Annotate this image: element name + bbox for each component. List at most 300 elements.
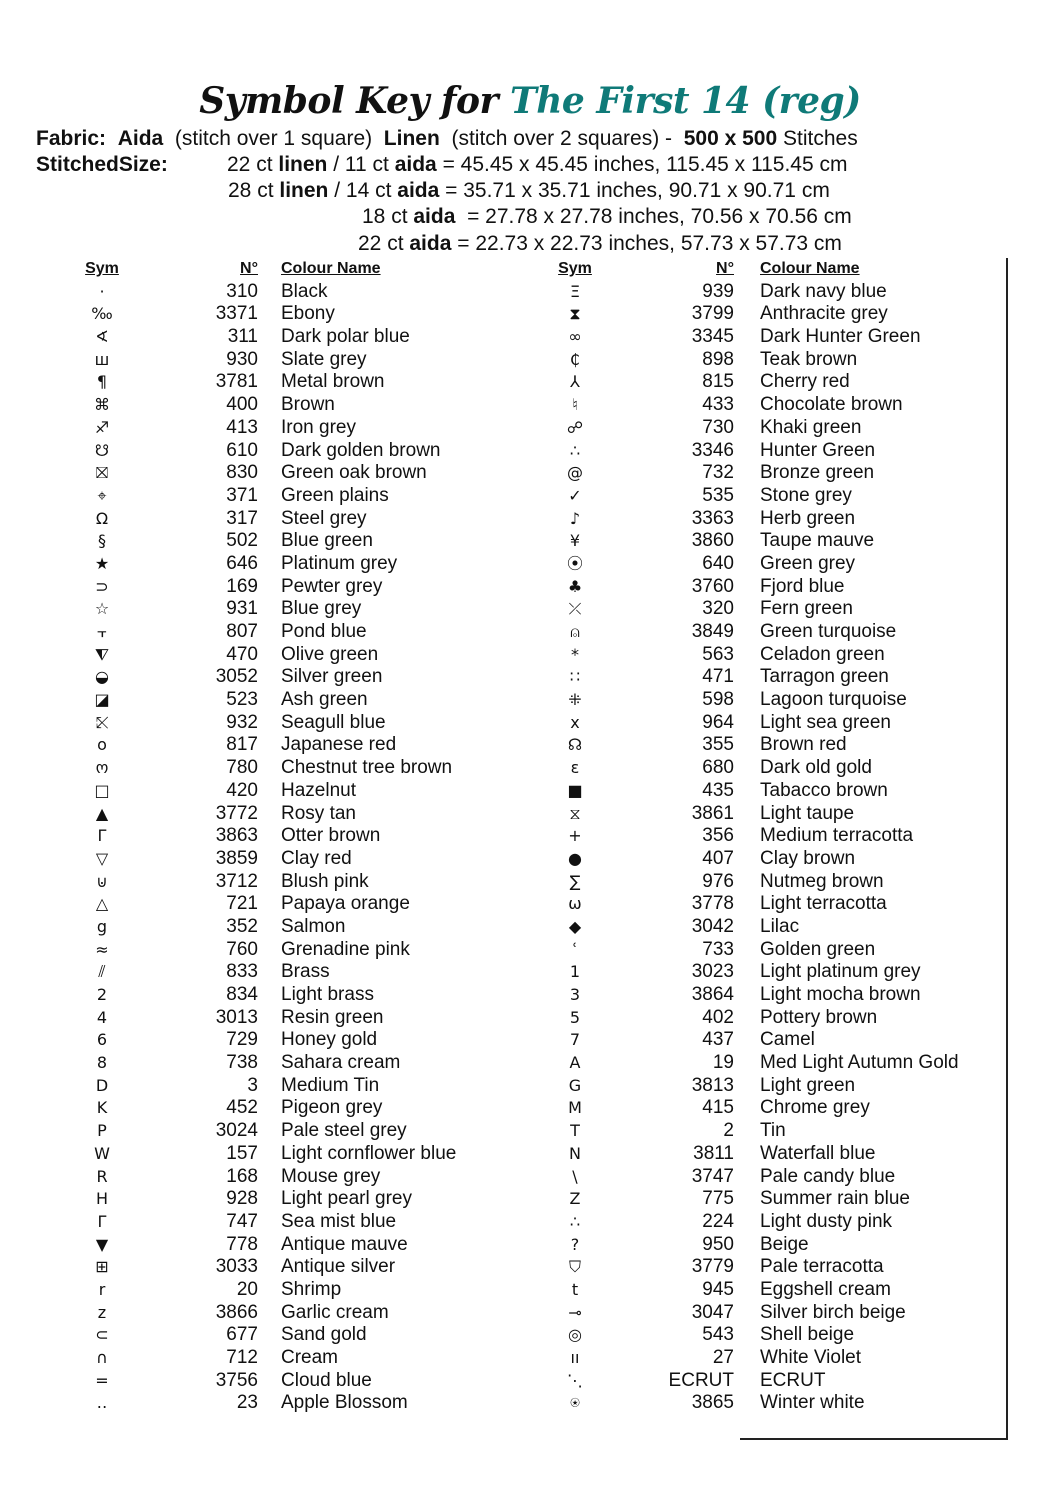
- dmc-number: 3013: [215, 1006, 258, 1028]
- fabric-label: Fabric:: [36, 127, 107, 150]
- dmc-number: 3778: [691, 893, 734, 915]
- colour-name: Beige: [760, 1233, 809, 1255]
- dmc-number: 712: [226, 1347, 258, 1368]
- dmc-number: 407: [702, 847, 734, 869]
- colour-name: Japanese red: [281, 734, 397, 756]
- dmc-number: 976: [702, 870, 734, 892]
- dmc-number: 964: [702, 711, 734, 733]
- colour-name: Fjord blue: [760, 575, 845, 597]
- colour-name: Light sea green: [760, 711, 891, 733]
- symbol-glyph-icon: 2: [96, 985, 108, 1004]
- dmc-number: 760: [226, 938, 258, 960]
- symbol-glyph-icon: ⤪: [95, 712, 109, 732]
- header-sym: Sym: [85, 260, 119, 277]
- table-border-right: [1006, 258, 1008, 1439]
- symbol-glyph-icon: ⦿: [566, 553, 583, 573]
- size-pre: 22 ct: [358, 232, 410, 255]
- colour-name: Black: [281, 280, 328, 302]
- dmc-number: 356: [702, 825, 734, 847]
- colour-name: Pale candy blue: [760, 1165, 896, 1187]
- colour-name: Steel grey: [281, 507, 367, 529]
- dmc-number: 402: [702, 1006, 734, 1028]
- colour-name: Pigeon grey: [281, 1097, 383, 1119]
- colour-name: Antique silver: [281, 1256, 396, 1278]
- symbol-glyph-icon: 7: [569, 1030, 581, 1050]
- colour-name: Platinum grey: [281, 552, 398, 574]
- colour-name: Chrome grey: [760, 1097, 870, 1119]
- dmc-number: 807: [226, 621, 258, 642]
- colour-name: Dark polar blue: [281, 326, 410, 348]
- colour-name: Blue green: [281, 530, 373, 552]
- size-mid: / 11 ct: [327, 153, 395, 176]
- dmc-number: 939: [702, 280, 734, 302]
- symbol-glyph-icon: ☋: [94, 440, 110, 460]
- symbol-glyph-icon: x: [570, 712, 580, 732]
- symbol-glyph-icon: ₵: [569, 349, 581, 369]
- symbol-glyph-icon: ⌖: [97, 485, 107, 505]
- colour-name: Silver birch beige: [760, 1301, 906, 1323]
- symbol-glyph-icon: ■: [567, 780, 583, 800]
- symbol-glyph-icon: ⧖: [569, 803, 581, 823]
- dmc-number: 930: [226, 348, 258, 370]
- fabric-linen: Linen: [383, 127, 440, 150]
- size-post: = 45.45 x 45.45 inches, 115.45 x 115.45 cm: [436, 153, 848, 176]
- dmc-number: 433: [702, 394, 734, 416]
- symbol-glyph-icon: ω: [568, 894, 582, 914]
- colour-name: Sahara cream: [281, 1052, 401, 1074]
- dmc-number: 932: [226, 711, 258, 733]
- symbol-glyph-icon: △: [95, 894, 109, 914]
- colour-name: Chocolate brown: [760, 394, 903, 416]
- dmc-number: 3859: [215, 847, 258, 869]
- dmc-number: 817: [226, 734, 258, 756]
- colour-name: Light cornflower blue: [281, 1142, 457, 1164]
- dmc-number: ECRUT: [668, 1369, 734, 1391]
- colour-name: Camel: [760, 1029, 815, 1051]
- symbol-glyph-icon: 8: [96, 1053, 108, 1073]
- dmc-number: 3024: [215, 1120, 258, 1142]
- symbol-glyph-icon: ⋱: [567, 1370, 583, 1390]
- colour-name: Anthracite grey: [760, 303, 888, 325]
- colour-name: Ash green: [281, 689, 368, 711]
- symbol-glyph-icon: Z: [569, 1189, 581, 1209]
- colour-name: Tarragon green: [760, 666, 889, 688]
- colour-name: Brown: [281, 394, 335, 416]
- symbol-glyph-icon: 1: [569, 962, 581, 982]
- colour-name: Dark golden brown: [281, 439, 441, 461]
- symbol-glyph-icon: H: [95, 1189, 109, 1209]
- dmc-number: 3799: [691, 303, 734, 325]
- symbol-glyph-icon: +: [568, 826, 582, 846]
- symbol-glyph-icon: P: [97, 1121, 107, 1141]
- symbol-glyph-icon: 6: [96, 1030, 108, 1050]
- dmc-number: 945: [702, 1278, 734, 1300]
- dmc-number: 738: [226, 1052, 258, 1074]
- dmc-number: 3033: [215, 1256, 258, 1278]
- dmc-number: 3371: [215, 303, 258, 325]
- symbol-glyph-icon: ‰: [91, 304, 113, 324]
- colour-name: Antique mauve: [281, 1233, 408, 1255]
- size-mid: / 14 ct: [328, 179, 398, 202]
- colour-name: Hunter Green: [760, 439, 876, 461]
- colour-name: Sand gold: [281, 1324, 367, 1346]
- dmc-number: 778: [226, 1233, 258, 1255]
- dmc-number: 413: [226, 416, 258, 438]
- colour-name: Bronze green: [760, 462, 875, 484]
- symbol-glyph-icon: o: [97, 735, 107, 755]
- symbol-glyph-icon: ◎: [568, 1325, 582, 1345]
- colour-name: Dark Hunter Green: [760, 326, 921, 348]
- symbol-glyph-icon: ш: [94, 349, 110, 369]
- dmc-number: 320: [702, 598, 734, 620]
- colour-name: Honey gold: [281, 1029, 378, 1051]
- symbol-glyph-icon: ♣: [567, 576, 583, 596]
- symbol-glyph-icon: ?: [570, 1234, 580, 1254]
- dmc-number: 535: [702, 484, 734, 506]
- symbol-glyph-icon: ★: [94, 553, 110, 573]
- dmc-number: 352: [226, 915, 258, 937]
- colour-name: Khaki green: [760, 416, 862, 438]
- colour-name: Mouse grey: [281, 1165, 381, 1187]
- dmc-number: 733: [702, 938, 734, 960]
- symbol-glyph-icon: A: [569, 1053, 581, 1073]
- colour-name: Cherry red: [760, 371, 850, 393]
- dmc-number: 646: [226, 552, 258, 574]
- symbol-glyph-icon: ▼: [95, 1234, 109, 1254]
- size-post: = 27.78 x 27.78 inches, 70.56 x 70.56 cm: [455, 205, 852, 228]
- dmc-number: 310: [226, 280, 258, 302]
- symbol-glyph-icon: ⁜: [568, 690, 582, 710]
- symbol-glyph-icon: 3: [569, 985, 581, 1004]
- colour-name: Slate grey: [281, 348, 367, 370]
- colour-name: Clay red: [281, 847, 352, 869]
- dmc-number: 470: [226, 643, 258, 665]
- symbol-glyph-icon: ◆: [568, 916, 582, 936]
- size-pre: 28 ct: [228, 179, 280, 202]
- symbol-glyph-icon: ♐: [94, 417, 110, 437]
- colour-name: Ebony: [281, 303, 335, 325]
- dmc-number: 311: [227, 326, 258, 348]
- symbol-glyph-icon: *: [571, 644, 579, 664]
- dmc-number: 523: [226, 689, 258, 711]
- colour-name: Dark navy blue: [760, 280, 887, 302]
- colour-name: Celadon green: [760, 643, 885, 665]
- dmc-number: 435: [702, 779, 734, 801]
- dmc-number: 3712: [215, 870, 258, 892]
- colour-name: Green grey: [760, 552, 856, 574]
- colour-name: Tabacco brown: [760, 779, 888, 801]
- colour-name: Blue grey: [281, 598, 362, 620]
- size-pre: 18 ct: [362, 205, 414, 228]
- colour-name: Winter white: [760, 1392, 865, 1414]
- dmc-number: 502: [226, 530, 258, 552]
- symbol-glyph-icon: N: [569, 1143, 581, 1163]
- colour-name: Grenadine pink: [281, 938, 410, 960]
- dmc-number: 563: [702, 643, 734, 665]
- colour-name: Green oak brown: [281, 462, 427, 484]
- fabric-aida: Aida: [117, 127, 164, 150]
- stitched-size-line: [358, 231, 842, 257]
- dmc-number: 3864: [691, 984, 734, 1005]
- size-post: = 22.73 x 22.73 inches, 57.73 x 57.73 cm: [451, 232, 842, 255]
- dmc-number: 898: [702, 348, 734, 370]
- symbol-glyph-icon: r: [98, 1279, 106, 1299]
- dmc-number: 169: [226, 575, 258, 597]
- table-border-bottom: [740, 1438, 1008, 1440]
- dmc-number: 3849: [691, 621, 734, 642]
- header-name: Colour Name: [760, 260, 860, 277]
- dmc-number: 400: [226, 394, 258, 416]
- colour-name: Light brass: [281, 984, 374, 1005]
- header-sym: Sym: [558, 260, 592, 277]
- size-b2: aida: [394, 153, 437, 176]
- symbol-glyph-icon: ∑: [569, 871, 581, 891]
- symbol-glyph-icon: =: [95, 1370, 109, 1390]
- dmc-number: 721: [226, 893, 258, 915]
- colour-name: Brown red: [760, 734, 847, 756]
- symbol-glyph-icon: ☆: [94, 599, 110, 619]
- stitched-size-line: [228, 178, 830, 204]
- colour-name: Cream: [281, 1347, 339, 1368]
- dmc-number: 833: [226, 961, 258, 983]
- fabric-line: [36, 126, 1060, 152]
- colour-name: Summer rain blue: [760, 1188, 910, 1210]
- colour-name: Pewter grey: [281, 575, 383, 597]
- stitched-size-line: [227, 152, 848, 178]
- colour-name: Eggshell cream: [760, 1278, 891, 1300]
- symbol-glyph-icon: ◒: [95, 667, 109, 687]
- colour-name: Pond blue: [281, 621, 367, 642]
- colour-name: Dark old gold: [760, 757, 872, 779]
- dmc-number: 3760: [691, 575, 734, 597]
- symbol-glyph-icon: ▲: [95, 803, 109, 823]
- dmc-number: 23: [236, 1392, 258, 1414]
- symbol-glyph-icon: K: [96, 1098, 108, 1118]
- symbol-glyph-icon: G: [568, 1075, 582, 1095]
- symbol-glyph-icon: ◪: [94, 690, 110, 710]
- dmc-number: 3779: [691, 1256, 734, 1278]
- dmc-number: 420: [226, 779, 258, 801]
- colour-name: Olive green: [281, 643, 379, 665]
- symbol-glyph-icon: Ω: [95, 508, 109, 528]
- dmc-number: 3346: [691, 439, 734, 461]
- colour-name: Seagull blue: [281, 711, 386, 733]
- colour-name: Light green: [760, 1074, 856, 1096]
- dmc-number: 830: [226, 462, 258, 484]
- colour-name: Waterfall blue: [760, 1142, 876, 1164]
- dmc-number: 3023: [691, 961, 734, 983]
- colour-name: Stone grey: [760, 484, 852, 506]
- dmc-number: 224: [702, 1210, 734, 1232]
- dmc-number: 3047: [691, 1301, 734, 1323]
- colour-name: Green turquoise: [760, 621, 897, 642]
- fabric-aida-note: (stitch over 1 square): [174, 127, 373, 150]
- symbol-glyph-icon: ¥: [569, 531, 581, 551]
- dmc-number: 732: [702, 462, 734, 484]
- dmc-number: 3865: [691, 1392, 734, 1414]
- symbol-glyph-icon: ⊸: [568, 1302, 582, 1322]
- dmc-number: 680: [702, 757, 734, 779]
- symbol-glyph-icon: 4: [96, 1007, 108, 1027]
- page-title: [0, 74, 1060, 128]
- symbol-glyph-icon: ·: [99, 281, 105, 301]
- dmc-number: 3861: [691, 802, 734, 824]
- dmc-number: 3052: [215, 666, 258, 688]
- colour-name: Silver green: [281, 666, 383, 688]
- symbol-glyph-icon: W: [94, 1143, 110, 1163]
- dmc-number: 3860: [691, 530, 734, 552]
- symbol-glyph-icon: ♪: [569, 508, 581, 528]
- symbol-glyph-icon: ⛝: [95, 463, 109, 483]
- dmc-number: 415: [702, 1097, 734, 1119]
- dmc-number: 27: [712, 1347, 734, 1368]
- symbol-glyph-icon: Γ: [97, 1211, 107, 1231]
- fabric-dimensions-unit: Stitches: [783, 127, 858, 150]
- colour-name: Medium terracotta: [760, 825, 914, 847]
- symbol-glyph-icon: ⊂: [95, 1325, 109, 1345]
- symbol-glyph-icon: ო: [95, 758, 109, 778]
- size-b1: linen: [279, 179, 329, 202]
- colour-name: Blush pink: [281, 870, 369, 892]
- dmc-number: 931: [226, 598, 258, 620]
- colour-name: Med Light Autumn Gold: [760, 1052, 959, 1074]
- symbol-glyph-icon: ☍: [566, 417, 584, 437]
- colour-name: Pale terracotta: [760, 1256, 884, 1278]
- dmc-number: 355: [702, 734, 734, 756]
- colour-name: Light platinum grey: [760, 961, 921, 983]
- dmc-number: 437: [702, 1029, 734, 1051]
- pattern-name: The First 14 (reg): [509, 80, 861, 122]
- dmc-number: 3345: [691, 326, 734, 348]
- dmc-number: 834: [226, 984, 258, 1005]
- colour-name: Lilac: [760, 915, 800, 937]
- size-pre: 22 ct: [227, 153, 279, 176]
- symbol-glyph-icon: ¶: [96, 372, 108, 392]
- symbol-glyph-icon: ⊃: [95, 576, 109, 596]
- symbol-glyph-icon: ‥: [96, 1393, 108, 1413]
- dmc-number: 640: [702, 552, 734, 574]
- symbol-glyph-icon: 5: [569, 1007, 581, 1027]
- size-b2: aida: [397, 179, 440, 202]
- dmc-number: 747: [226, 1210, 258, 1232]
- dmc-number: 780: [226, 757, 258, 779]
- colour-name: Herb green: [760, 507, 856, 529]
- size-b2: aida: [409, 232, 452, 255]
- symbol-glyph-icon: t: [571, 1279, 579, 1299]
- colour-name: Metal brown: [281, 371, 385, 393]
- colour-name: Light pearl grey: [281, 1188, 412, 1210]
- dmc-number: 452: [226, 1097, 258, 1119]
- symbol-glyph-icon: ∷: [569, 667, 581, 687]
- colour-name: Apple Blossom: [281, 1392, 408, 1414]
- fabric-dimensions: 500 x 500: [683, 127, 778, 150]
- colour-name: Resin green: [281, 1006, 384, 1028]
- colour-name: Hazelnut: [281, 779, 356, 801]
- dmc-number: 3042: [691, 915, 734, 937]
- dmc-number: 598: [702, 689, 734, 711]
- symbol-glyph-icon: ≈: [95, 939, 109, 959]
- dmc-number: 3: [247, 1074, 258, 1096]
- dmc-number: 3813: [691, 1074, 734, 1096]
- colour-name: Otter brown: [281, 825, 381, 847]
- dmc-number: 928: [226, 1188, 258, 1210]
- dmc-number: 815: [702, 371, 734, 393]
- dmc-number: 371: [226, 484, 258, 506]
- dmc-number: 471: [702, 666, 734, 688]
- symbol-glyph-icon: ε: [570, 758, 580, 778]
- stitched-size-line: [362, 204, 852, 230]
- colour-name: Pottery brown: [760, 1006, 878, 1028]
- symbol-glyph-icon: @: [567, 463, 583, 483]
- colour-name: White Violet: [760, 1347, 862, 1368]
- colour-name: Shrimp: [281, 1278, 342, 1300]
- colour-name: Papaya orange: [281, 893, 410, 915]
- colour-name: Light mocha brown: [760, 984, 921, 1005]
- dmc-number: 3747: [691, 1165, 734, 1187]
- colour-name: Teak brown: [760, 348, 858, 370]
- dmc-number: 610: [226, 439, 258, 461]
- header-num: N°: [716, 260, 734, 277]
- colour-name: Light taupe: [760, 802, 855, 824]
- symbol-glyph-icon: □: [94, 780, 110, 800]
- dmc-number: 3863: [215, 825, 258, 847]
- colour-name: Lagoon turquoise: [760, 689, 907, 711]
- symbol-glyph-icon: ʿ: [572, 939, 578, 959]
- symbol-glyph-icon: ⍝: [570, 622, 580, 641]
- symbol-glyph-icon: ⧨: [94, 644, 110, 664]
- symbol-glyph-icon: ⧗: [569, 304, 581, 324]
- size-b2: aida: [413, 205, 456, 228]
- header-num: N°: [240, 260, 258, 277]
- symbol-glyph-icon: ●: [568, 848, 582, 868]
- symbol-glyph-icon: ıı: [570, 1348, 580, 1367]
- symbol-glyph-icon: ⫟: [97, 622, 107, 641]
- symbol-glyph-icon: ♮: [572, 395, 578, 415]
- colour-name: Light dusty pink: [760, 1210, 893, 1232]
- dmc-number: 775: [702, 1188, 734, 1210]
- symbol-glyph-icon: ✓: [568, 485, 582, 505]
- symbol-glyph-icon: ☊: [567, 735, 583, 755]
- dmc-number: 3363: [691, 507, 734, 529]
- symbol-glyph-icon: ⅄: [570, 372, 580, 392]
- dmc-number: 3811: [693, 1142, 734, 1164]
- dmc-number: 2: [723, 1120, 734, 1142]
- dmc-number: 543: [702, 1324, 734, 1346]
- symbol-glyph-icon: ∴: [569, 440, 581, 460]
- dmc-number: 950: [702, 1233, 734, 1255]
- symbol-glyph-icon: D: [95, 1075, 109, 1095]
- dmc-number: 3781: [215, 371, 258, 393]
- dmc-number: 730: [702, 416, 734, 438]
- colour-name: Medium Tin: [281, 1074, 380, 1096]
- symbol-glyph-icon: ⤫: [568, 599, 582, 619]
- symbol-glyph-icon: \: [572, 1166, 578, 1186]
- symbol-glyph-icon: ⊍: [96, 871, 108, 891]
- dmc-number: 317: [226, 507, 258, 529]
- dmc-number: 3866: [215, 1301, 258, 1323]
- dmc-number: 3756: [215, 1369, 258, 1391]
- colour-name: Green plains: [281, 484, 389, 506]
- symbol-glyph-icon: Ξ: [569, 281, 581, 301]
- symbol-glyph-icon: M: [568, 1098, 582, 1118]
- header-name: Colour Name: [281, 260, 381, 277]
- symbol-glyph-icon: R: [96, 1166, 108, 1186]
- size-b1: linen: [278, 153, 328, 176]
- symbol-glyph-icon: ⌘: [94, 395, 110, 415]
- colour-name: Fern green: [760, 598, 853, 620]
- colour-name: Chestnut tree brown: [281, 757, 453, 779]
- dmc-number: 157: [226, 1142, 258, 1164]
